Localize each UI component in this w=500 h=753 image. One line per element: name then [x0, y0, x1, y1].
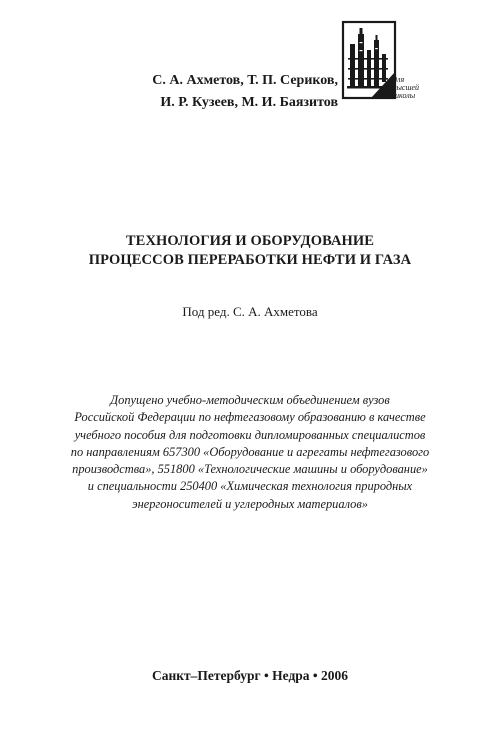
book-title-line: ПРОЦЕССОВ ПЕРЕРАБОТКИ НЕФТИ И ГАЗА: [88, 252, 412, 268]
book-title-line: ТЕХНОЛОГИЯ И ОБОРУДОВАНИЕ: [125, 233, 375, 249]
logo-caption-line: школы: [393, 91, 416, 100]
logo-caption: [393, 76, 419, 100]
authors-block: [152, 70, 338, 114]
approval-line: учебного пособия для подготовки дипломированных специалистов: [74, 427, 426, 442]
approval-line: энергоносителей и углеродных материалов»: [132, 496, 368, 511]
publisher-imprint: Санкт–Петербург • Недра • 2006: [151, 668, 349, 683]
approval-line: Российской Федерации по нефтегазовому образованию в качестве: [74, 410, 426, 425]
approval-statement: [40, 392, 460, 513]
approval-line: и специальности 250400 «Химическая технология природных: [87, 479, 413, 494]
approval-line: по направлениям 657300 «Оборудование и агрегаты нефтегазового: [70, 444, 430, 459]
approval-line: производства», 551800 «Технологические машины и оборудование»: [72, 462, 428, 477]
editor-credit: Под ред. С. А. Ахметова: [182, 304, 318, 319]
approval-line: Допущено учебно-методическим объединением вузов: [110, 393, 390, 407]
authors-line: И. Р. Кузеев, М. И. Баязитов: [160, 95, 338, 110]
logo-caption-line: для: [393, 75, 405, 84]
logo-caption-line: высшей: [393, 83, 420, 92]
refinery-logo-icon: [341, 20, 397, 100]
book-title: [0, 232, 500, 270]
authors-line: С. А. Ахметов, Т. П. Сериков,: [152, 73, 338, 88]
